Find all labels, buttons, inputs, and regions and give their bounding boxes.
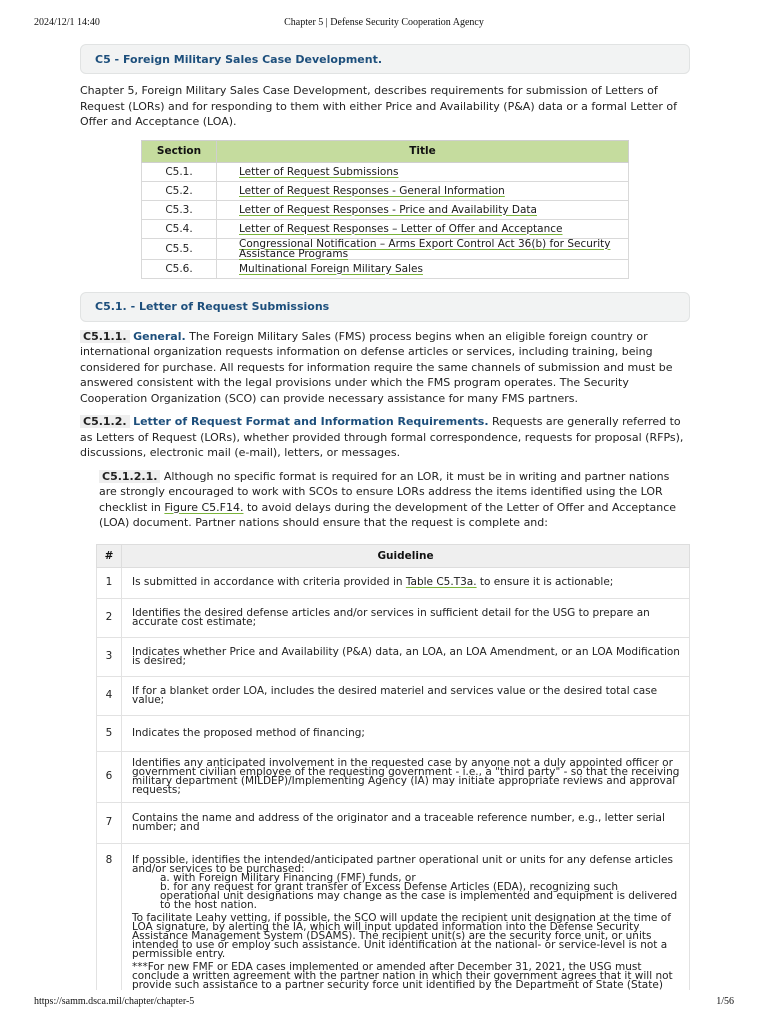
section-heading: C5.1. - Letter of Request Submissions: [80, 292, 690, 322]
table-row: [97, 802, 690, 843]
table-row: [142, 238, 629, 259]
paragraph-text: Although no specific format is required for an LOR, it must be in writing and partner nations are strongly encouraged to work with SCOs to ensure LORs address the items identified using the LOR checklist in: [99, 469, 670, 514]
section-number: C5.6.: [142, 259, 217, 278]
table-row: [97, 676, 690, 715]
table-row: [97, 598, 690, 637]
table-row: [97, 843, 690, 990]
paragraph-title: Letter of Request Format and Information Requirements.: [133, 415, 489, 428]
guideline-cell: [122, 843, 690, 990]
print-footer: [34, 996, 734, 1010]
sub-list: [132, 871, 681, 911]
title-column-header: Title: [217, 140, 629, 162]
section-link[interactable]: Letter of Request Submissions: [239, 165, 399, 178]
table-row: [142, 219, 629, 238]
guideline-text: If possible, identifies the intended/anticipated partner operational unit or units for any defense articles and/or services to be purchased:: [132, 853, 673, 875]
figure-link[interactable]: Figure C5.F14.: [164, 500, 244, 514]
table-row: [142, 259, 629, 278]
paragraph-text: to avoid delays during the development of the Letter of Offer and Acceptance (LOA) document. Partner nations should ensure that the request is complete and:: [99, 500, 677, 529]
paragraph-number: C5.1.2.: [80, 415, 130, 428]
number-column-header: #: [97, 544, 122, 567]
guideline-text: [122, 567, 690, 598]
row-number: 6: [97, 751, 122, 802]
row-number: 7: [97, 802, 122, 843]
intro-paragraph: Chapter 5, Foreign Military Sales Case Development, describes requirements for submission of Letters of Request (LORs) and for responding to them with either Price and Availability (P&A) data or a formal Letter of Offer and Acceptance (LOA).: [80, 84, 678, 128]
section-link[interactable]: Letter of Request Responses - General Information: [239, 184, 505, 197]
page-url: https://samm.dsca.mil/chapter/chapter-5: [34, 996, 195, 1007]
table-row: [142, 181, 629, 200]
print-header: [34, 17, 734, 31]
page-number: 1/56: [716, 996, 734, 1007]
paragraph-text: The Foreign Military Sales (FMS) process begins when an eligible foreign country or international organization requests information on defense articles or services, including training, being considered for purchase. All requests for information require the same channels of submission and must be answered consistent with the legal provisions under which the FMS program operates. The Security Cooperation Organization (SCO) can provide necessary assistance for many FMS partners.: [80, 329, 673, 405]
paragraph-c5-1-1: [80, 329, 690, 407]
guideline-text: Identifies any anticipated involvement in the requested case by anyone not a duly appointed officer or government civilian employee of the requesting government - i.e., a "third party" - so that the receiving military department (MILDEP)/Implementing Agency (IA) may initiate appropriate reviews and approval requests;: [122, 751, 690, 802]
table-row: [97, 567, 690, 598]
guideline-note: ***For new FMF or EDA cases implemented or amended after December 31, 2021, the USG must conclude a written agreement with the partner nation in which their government agrees that it will not provide such assistance to a partner security force unit identified by the Department of State (State): [132, 960, 673, 990]
print-title: Chapter 5 | Defense Security Cooperation Agency: [284, 17, 484, 28]
row-number: 3: [97, 637, 122, 676]
paragraph-title: General.: [133, 329, 186, 343]
section-link[interactable]: Multinational Foreign Military Sales: [239, 262, 423, 275]
sub-item: b. for any request for grant transfer of Excess Defense Articles (EDA), recognizing such operational unit designations may change as the case is implemented and equipment is delivered to the host nation.: [160, 880, 678, 911]
sub-item: a. with Foreign Military Financing (FMF) funds, or: [160, 871, 416, 884]
chapter-heading: C5 - Foreign Military Sales Case Development.: [80, 44, 690, 74]
row-number: 4: [97, 676, 122, 715]
guideline-text: Identifies the desired defense articles and/or services in sufficient detail for the USG to prepare an accurate cost estimate;: [122, 598, 690, 637]
section-number: C5.3.: [142, 200, 217, 219]
paragraph-number: C5.1.1.: [80, 330, 130, 343]
table-row: [142, 162, 629, 181]
table-row: [97, 751, 690, 802]
section-link[interactable]: Letter of Request Responses - Price and Availability Data: [239, 203, 537, 216]
section-number: C5.4.: [142, 219, 217, 238]
table-row: [97, 637, 690, 676]
paragraph-text: Requests are generally referred to as Letters of Request (LORs), whether provided through formal correspondence, requests for proposal (RFPs), discussions, electronic mail (e-mail), letters, or messages.: [80, 415, 684, 459]
section-link[interactable]: Congressional Notification – Arms Export Control Act 36(b) for Security Assistance Programs: [239, 237, 611, 260]
guideline-text: If for a blanket order LOA, includes the desired materiel and services value or the desired total case value;: [122, 676, 690, 715]
section-number: C5.1.: [142, 162, 217, 181]
paragraph-c5-1-2: [80, 414, 690, 461]
guideline-table: [96, 544, 690, 991]
section-table: [141, 140, 629, 279]
row-number: 8: [97, 843, 122, 990]
section-link[interactable]: Letter of Request Responses – Letter of Offer and Acceptance: [239, 222, 563, 235]
row-number: 2: [97, 598, 122, 637]
guideline-column-header: Guideline: [122, 544, 690, 567]
table-row: [142, 200, 629, 219]
guideline-text-part: to ensure it is actionable;: [476, 576, 614, 588]
guideline-text: Indicates the proposed method of financing;: [122, 715, 690, 751]
guideline-note: To facilitate Leahy vetting, if possible, the SCO will update the recipient unit designation at the time of LOA signature, by alerting the IA, which will input updated information into the Defense Security Assistance Management System (DSAMS). The recipient unit(s) are the security force unit, or units intended to use or employ such assistance. Unit identification at the national- or service-level is not a permissible entry.: [132, 911, 671, 960]
guideline-text: Contains the name and address of the originator and a traceable reference number, e.g., letter serial number; and: [122, 802, 690, 843]
table-link[interactable]: Table C5.T3a.: [405, 576, 477, 588]
paragraph-c5-1-2-1: [80, 469, 690, 531]
row-number: 5: [97, 715, 122, 751]
print-datetime: 2024/12/1 14:40: [34, 17, 100, 28]
section-number: C5.2.: [142, 181, 217, 200]
paragraph-number: C5.1.2.1.: [99, 470, 160, 483]
guideline-text: Indicates whether Price and Availability (P&A) data, an LOA, an LOA Amendment, or an LOA Modification is desired;: [122, 637, 690, 676]
row-number: 1: [97, 567, 122, 598]
guideline-text-part: Is submitted in accordance with criteria provided in: [132, 576, 406, 588]
page-content: [80, 44, 690, 990]
section-column-header: Section: [142, 140, 217, 162]
table-row: [97, 715, 690, 751]
section-number: C5.5.: [142, 238, 217, 259]
